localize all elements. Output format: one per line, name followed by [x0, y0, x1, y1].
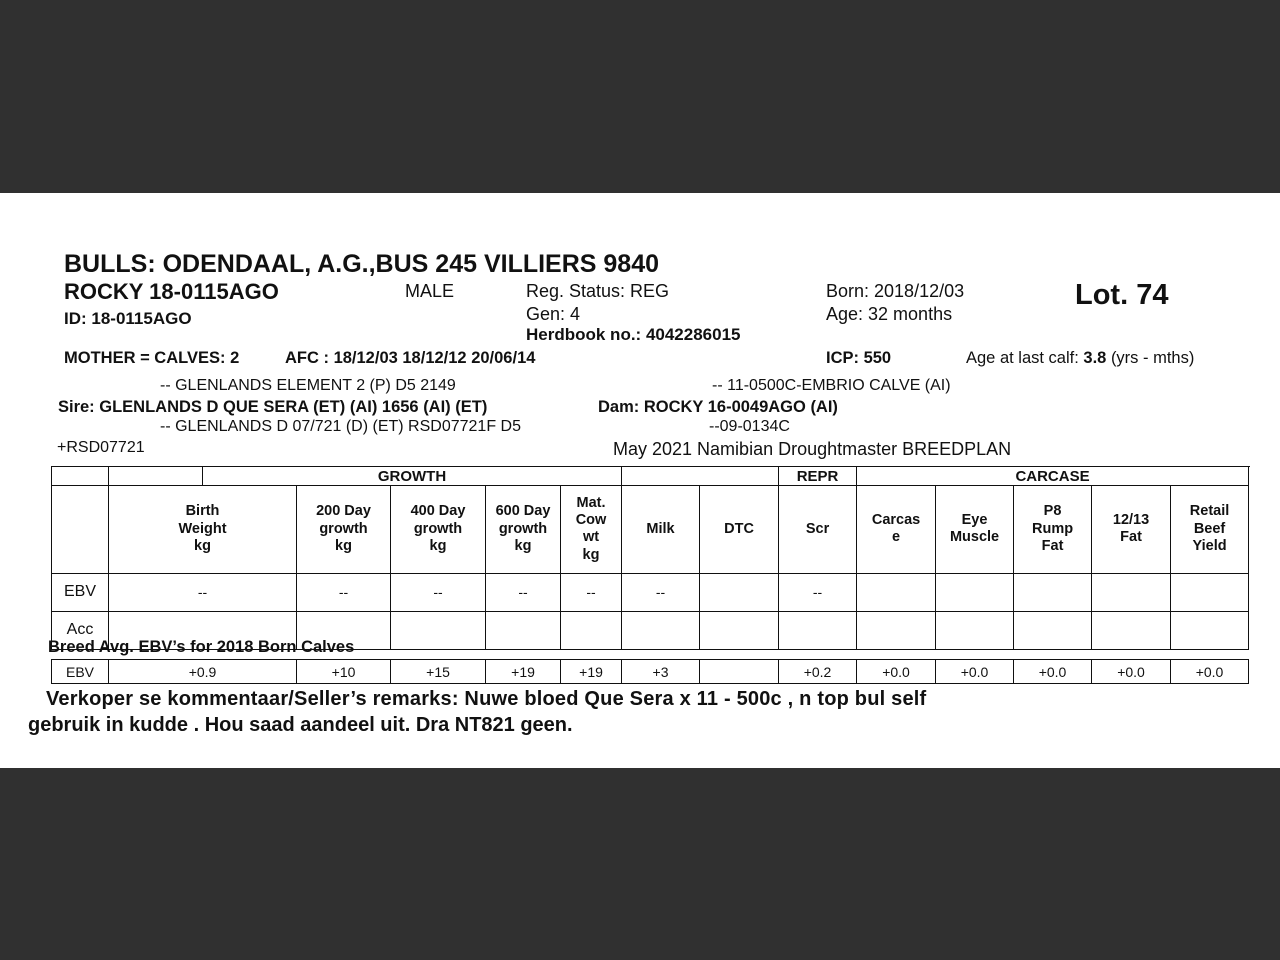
- acc-value: [1092, 611, 1171, 649]
- breed-avg-label: EBV: [52, 660, 109, 684]
- column-header-line: Milk: [646, 520, 675, 537]
- breed-avg-value: +19: [486, 660, 561, 684]
- acc-value: [1171, 611, 1249, 649]
- breedplan-title: May 2021 Namibian Droughtmaster BREEDPLAN: [613, 439, 1012, 459]
- ebv-value: --: [622, 573, 700, 611]
- afc-dates: AFC : 18/12/03 18/12/12 20/06/14: [285, 349, 536, 367]
- repr-group: REPR: [779, 467, 857, 486]
- column-header-line: Scr: [805, 520, 830, 537]
- lot-number: Lot. 74: [1075, 279, 1169, 311]
- column-header: [700, 486, 779, 574]
- acc-value: [936, 611, 1014, 649]
- column-header-line: P8: [1043, 503, 1062, 520]
- lot-sheet: [0, 193, 1280, 768]
- column-header-line: 12/13: [1112, 512, 1150, 529]
- column-header: [561, 486, 622, 574]
- sire-dam: -- GLENLANDS D 07/721 (D) (ET) RSD07721F D5: [160, 418, 521, 435]
- column-header: [779, 486, 857, 574]
- herdbook-number: Herdbook no.: 4042286015: [526, 325, 741, 344]
- acc-value: [857, 611, 936, 649]
- born-date: Born: 2018/12/03: [826, 281, 965, 301]
- sire-dam-continued: +RSD07721: [57, 439, 145, 456]
- blank-cell: [52, 486, 109, 574]
- column-header-line: growth: [498, 520, 548, 537]
- breed-avg-value: +19: [561, 660, 622, 684]
- age-last-calf-unit: (yrs - mths): [1110, 349, 1195, 367]
- column-header: [391, 486, 486, 574]
- reg-status: Reg. Status: REG: [526, 281, 670, 301]
- acc-value: [391, 611, 486, 649]
- breed-avg-value: +0.0: [857, 660, 936, 684]
- column-header-line: kg: [514, 538, 532, 555]
- column-header-line: kg: [335, 538, 352, 555]
- column-header: [936, 486, 1014, 574]
- column-header-line: 200 Day: [316, 503, 371, 520]
- icp-value: ICP: 550: [826, 349, 892, 367]
- column-header: [1092, 486, 1171, 574]
- ebv-value: [857, 573, 936, 611]
- column-header-line: Muscle: [949, 529, 1000, 546]
- breed-avg-value: +15: [391, 660, 486, 684]
- growth-group: GROWTH: [203, 467, 622, 486]
- breed-avg-title: Breed Avg. EBV’s for 2018 Born Calves: [48, 638, 355, 656]
- ebv-value: --: [391, 573, 486, 611]
- column-header-line: Fat: [1120, 529, 1142, 546]
- acc-value: [561, 611, 622, 649]
- column-header: [109, 486, 297, 574]
- column-header: [857, 486, 936, 574]
- age-last-calf-value: 3.8: [1083, 349, 1107, 367]
- breed-avg-value: +10: [297, 660, 391, 684]
- breed-avg-value: +0.0: [1014, 660, 1092, 684]
- sire-sire: -- GLENLANDS ELEMENT 2 (P) D5 2149: [160, 377, 456, 394]
- ebv-value: --: [297, 573, 391, 611]
- column-header-line: Mat.: [576, 494, 606, 511]
- column-header-line: Yield: [1192, 538, 1227, 555]
- column-header-line: Weight: [178, 520, 227, 537]
- breed-avg-value: +0.0: [1171, 660, 1249, 684]
- ebv-value: --: [779, 573, 857, 611]
- ebv-table: [51, 466, 1249, 650]
- age-last-calf-label: Age at last calf:: [966, 349, 1079, 367]
- blank-cell: [109, 467, 203, 486]
- breed-avg-value: +0.0: [936, 660, 1014, 684]
- ebv-row: [52, 573, 1249, 611]
- sire-name: Sire: GLENLANDS D QUE SERA (ET) (AI) 1656 (AI) (ET): [58, 398, 488, 416]
- dam-sire: -- 11-0500C-EMBRIO CALVE (AI): [712, 377, 951, 394]
- animal-sex: MALE: [405, 281, 455, 301]
- blank-cell: [52, 467, 109, 486]
- column-header: [1014, 486, 1092, 574]
- column-header-line: Retail: [1189, 503, 1230, 520]
- animal-age: Age: 32 months: [826, 304, 953, 324]
- breed-avg-value: +0.9: [109, 660, 297, 684]
- column-header: [1171, 486, 1249, 574]
- column-header-line: 600 Day: [495, 503, 551, 520]
- breed-avg-value: +0.2: [779, 660, 857, 684]
- column-header-row: [52, 486, 1249, 574]
- column-header: [486, 486, 561, 574]
- ebv-value: --: [486, 573, 561, 611]
- ebv-row-label: EBV: [52, 573, 109, 611]
- age-last-calf: [966, 350, 1194, 367]
- column-header-line: growth: [319, 520, 368, 537]
- column-header-line: kg: [582, 546, 600, 563]
- column-header-line: Beef: [1193, 520, 1226, 537]
- ebv-value: --: [561, 573, 622, 611]
- column-header-line: wt: [582, 529, 600, 546]
- breed-avg-value: +0.0: [1092, 660, 1171, 684]
- ebv-value: --: [109, 573, 297, 611]
- acc-value: [486, 611, 561, 649]
- group-header-row: [52, 467, 1249, 486]
- column-header-line: DTC: [724, 520, 754, 537]
- dam-dam: --09-0134C: [709, 418, 790, 435]
- breed-avg-row: [52, 660, 1249, 684]
- column-header-line: Cow: [575, 512, 607, 529]
- column-header: [297, 486, 391, 574]
- acc-value: [622, 611, 700, 649]
- seller-remarks-line1: Verkoper se kommentaar/Seller’s remarks: Nuwe bloed Que Sera x 11 - 500c , n top bul self: [46, 688, 927, 710]
- breed-avg-value: +3: [622, 660, 700, 684]
- breed-avg-value: [700, 660, 779, 684]
- breed-avg-table: [51, 659, 1249, 684]
- ebv-value: [1171, 573, 1249, 611]
- ebv-value: [936, 573, 1014, 611]
- column-header-line: e: [891, 529, 901, 546]
- breeder-title: BULLS: ODENDAAL, A.G.,BUS 245 VILLIERS 9840: [64, 250, 660, 278]
- ebv-value: [1014, 573, 1092, 611]
- animal-name: ROCKY 18-0115AGO: [64, 279, 279, 304]
- animal-id: ID: 18-0115AGO: [64, 309, 192, 328]
- ebv-value: [1092, 573, 1171, 611]
- column-header-line: Birth: [185, 503, 220, 520]
- acc-value: [1014, 611, 1092, 649]
- acc-row-label: Acc: [52, 611, 109, 649]
- acc-value: [779, 611, 857, 649]
- column-header-line: 400 Day: [410, 503, 466, 520]
- column-header-line: Fat: [1041, 538, 1064, 555]
- dam-name: Dam: ROCKY 16-0049AGO (AI): [598, 398, 838, 416]
- column-header-line: Eye: [961, 512, 988, 529]
- column-header-line: growth: [413, 520, 463, 537]
- column-header: [622, 486, 700, 574]
- column-header-line: kg: [194, 538, 211, 555]
- generation: Gen: 4: [526, 304, 581, 324]
- mother-calves: MOTHER = CALVES: 2: [64, 349, 240, 367]
- acc-value: [700, 611, 779, 649]
- ebv-value: [700, 573, 779, 611]
- column-header-line: Rump: [1031, 520, 1074, 537]
- carcase-group: CARCASE: [857, 467, 1249, 486]
- column-header-line: Carcas: [871, 512, 921, 529]
- seller-remarks-line2: gebruik in kudde . Hou saad aandeel uit. Dra NT821 geen.: [28, 714, 573, 736]
- blank-cell: [622, 467, 779, 486]
- column-header-line: kg: [429, 538, 447, 555]
